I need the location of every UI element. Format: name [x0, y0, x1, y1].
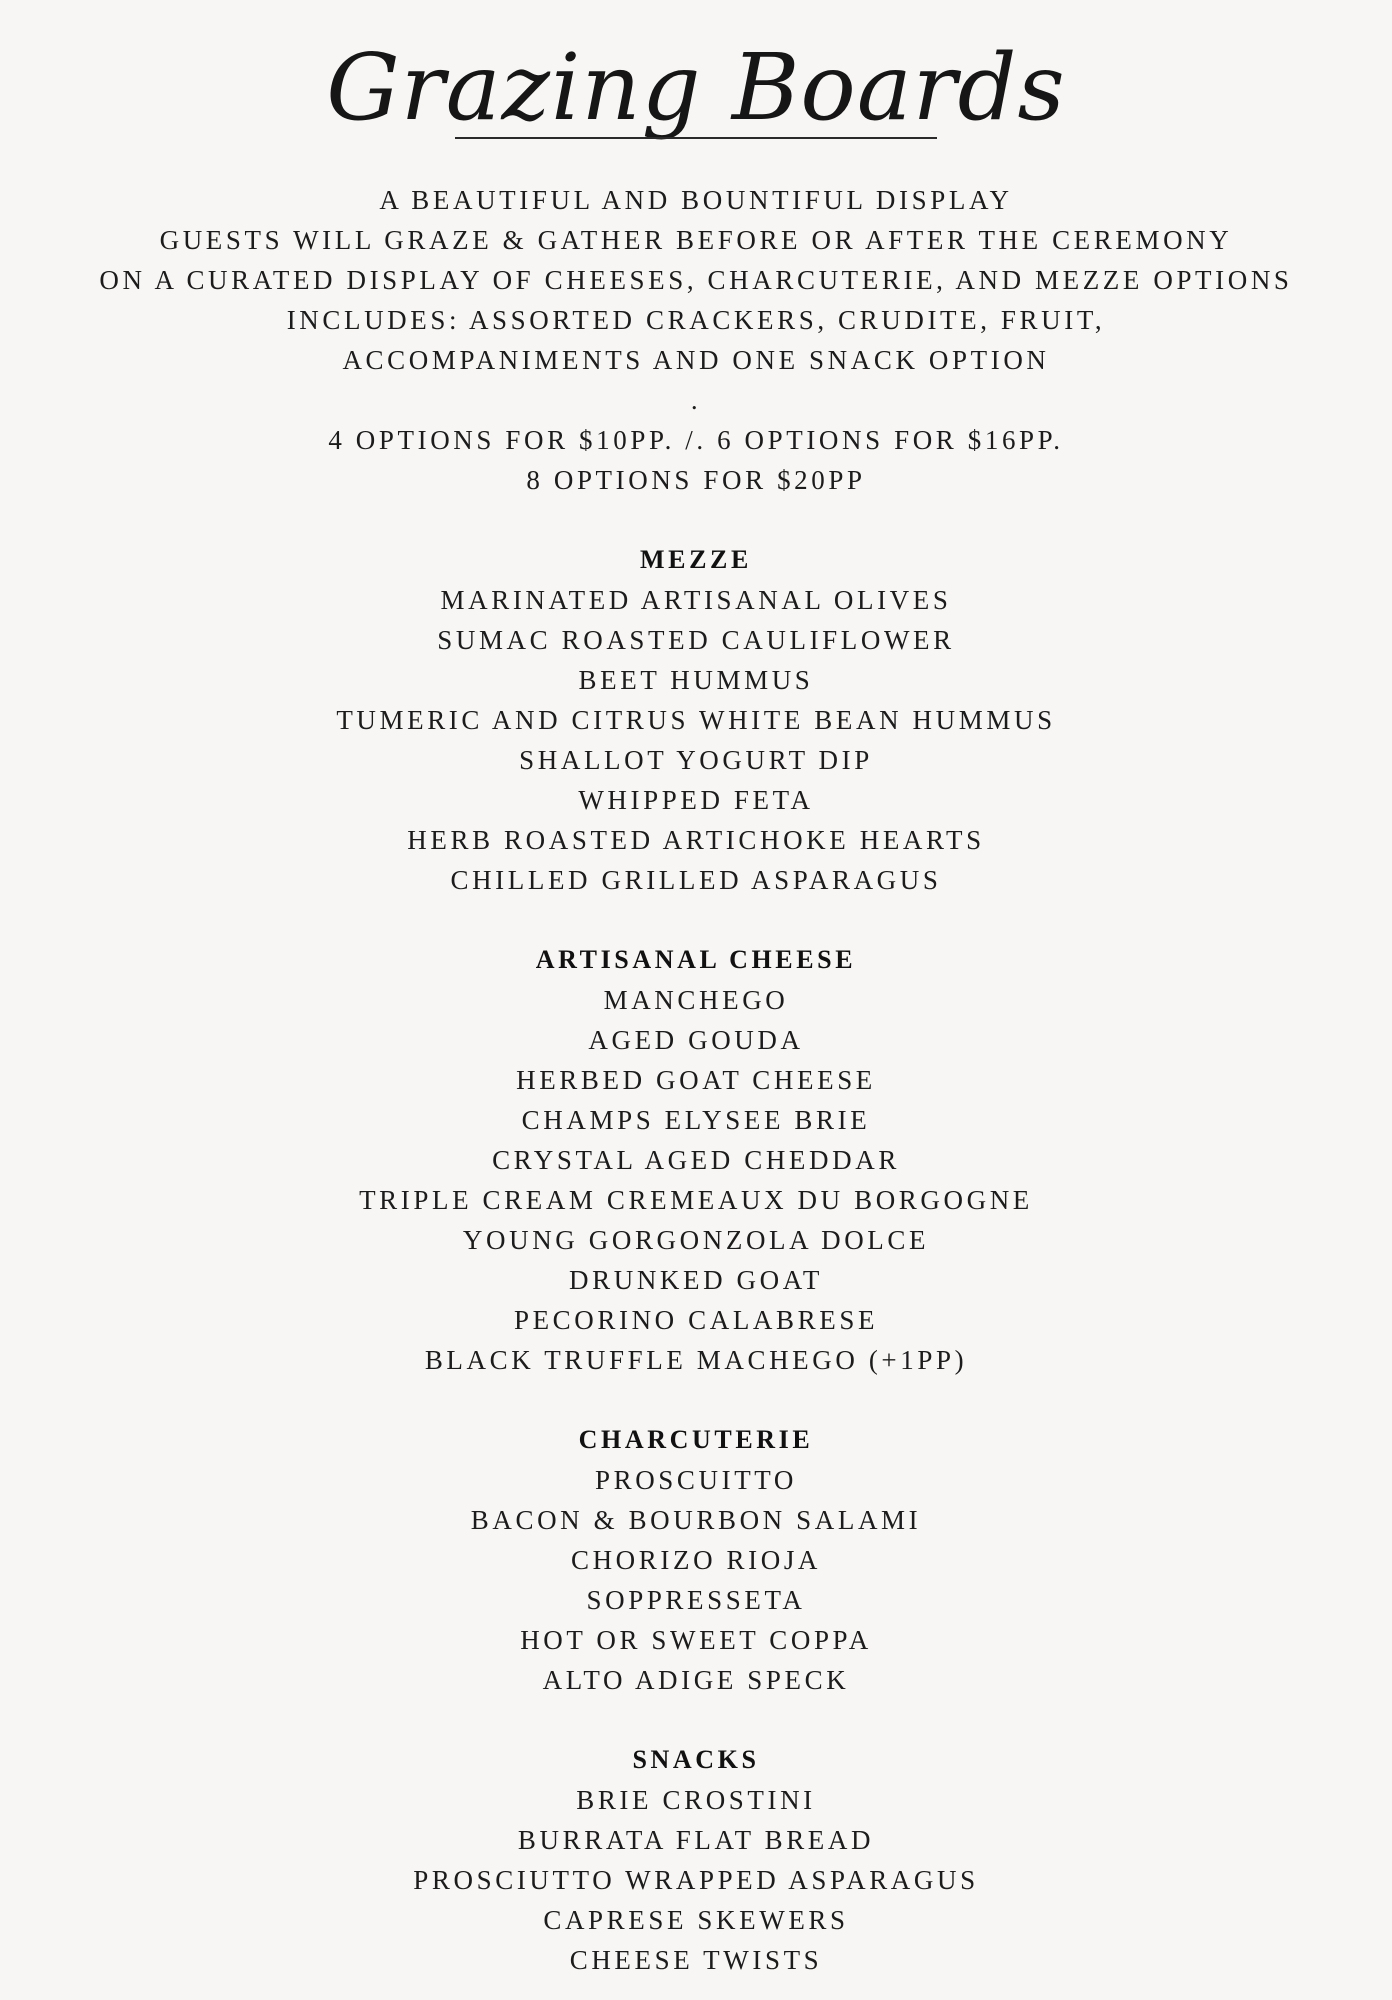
- menu-item: SHALLOT YOGURT DIP: [519, 745, 873, 775]
- section-artisanal-cheese: [0, 940, 1392, 1380]
- section-snacks: [0, 1740, 1392, 1980]
- spacer: [0, 1700, 1392, 1740]
- menu-item: CHORIZO RIOJA: [570, 1545, 822, 1575]
- menu-item: MARINATED ARTISANAL OLIVES: [440, 585, 952, 615]
- menu-item: TRIPLE CREAM CREMEAUX DU BORGOGNE: [359, 1185, 1033, 1215]
- menu-item: HOT OR SWEET COPPA: [520, 1625, 872, 1655]
- menu-item: BURRATA FLAT BREAD: [517, 1825, 875, 1855]
- intro-line: ON A CURATED DISPLAY OF CHEESES, CHARCUTERIE, AND MEZZE OPTIONS: [99, 265, 1293, 295]
- menu-item: CHEESE TWISTS: [569, 1945, 823, 1975]
- intro-separator-dot: .: [690, 385, 702, 415]
- section-heading: ARTISANAL CHEESE: [535, 945, 857, 974]
- pricing-block: [0, 420, 1392, 500]
- menu-item: SUMAC ROASTED CAULIFLOWER: [437, 625, 955, 655]
- menu-item: BEET HUMMUS: [578, 665, 814, 695]
- spacer: [0, 1380, 1392, 1420]
- menu-item: PECORINO CALABRESE: [513, 1305, 879, 1335]
- menu-item: HERBED GOAT CHEESE: [516, 1065, 876, 1095]
- section-charcuterie: [0, 1420, 1392, 1700]
- menu-item: BACON & BOURBON SALAMI: [470, 1505, 922, 1535]
- title-underline: [455, 137, 937, 139]
- section-heading: MEZZE: [640, 545, 752, 574]
- menu-item: AGED GOUDA: [588, 1025, 804, 1055]
- menu-item: BRIE CROSTINI: [576, 1785, 816, 1815]
- intro-line: GUESTS WILL GRAZE & GATHER BEFORE OR AFTER THE CEREMONY: [159, 225, 1233, 255]
- menu-item: WHIPPED FETA: [578, 785, 814, 815]
- page-title: Grazing Boards: [326, 34, 1066, 141]
- section-heading: SNACKS: [632, 1745, 760, 1774]
- menu-item: CAPRESE SKEWERS: [543, 1905, 849, 1935]
- menu-item: HERB ROASTED ARTICHOKE HEARTS: [407, 825, 985, 855]
- intro-line: ACCOMPANIMENTS AND ONE SNACK OPTION: [342, 345, 1050, 375]
- intro-line: INCLUDES: ASSORTED CRACKERS, CRUDITE, FRUIT,: [286, 305, 1106, 335]
- section-heading: CHARCUTERIE: [578, 1425, 814, 1454]
- menu-item: PROSCUITTO: [594, 1465, 798, 1495]
- menu-item: YOUNG GORGONZOLA DOLCE: [462, 1225, 930, 1255]
- spacer: [0, 500, 1392, 540]
- menu-item: CRYSTAL AGED CHEDDAR: [492, 1145, 900, 1175]
- menu-item: CHILLED GRILLED ASPARAGUS: [450, 865, 942, 895]
- menu-item: CHAMPS ELYSEE BRIE: [521, 1105, 871, 1135]
- menu-content: [0, 180, 1392, 1980]
- menu-item: MANCHEGO: [603, 985, 789, 1015]
- menu-item: PROSCIUTTO WRAPPED ASPARAGUS: [413, 1865, 979, 1895]
- menu-item: BLACK TRUFFLE MACHEGO (+1PP): [424, 1345, 968, 1375]
- intro-block: [0, 180, 1392, 420]
- menu-item: DRUNKED GOAT: [569, 1265, 823, 1295]
- menu-item: SOPPRESSETA: [586, 1585, 806, 1615]
- spacer: [0, 900, 1392, 940]
- menu-item: ALTO ADIGE SPECK: [542, 1665, 850, 1695]
- menu-item: TUMERIC AND CITRUS WHITE BEAN HUMMUS: [336, 705, 1056, 735]
- pricing-line: 8 OPTIONS FOR $20PP: [526, 465, 866, 495]
- pricing-line: 4 OPTIONS FOR $10PP. /. 6 OPTIONS FOR $16PP.: [328, 425, 1064, 455]
- section-mezze: [0, 540, 1392, 900]
- intro-line: A BEAUTIFUL AND BOUNTIFUL DISPLAY: [379, 185, 1013, 215]
